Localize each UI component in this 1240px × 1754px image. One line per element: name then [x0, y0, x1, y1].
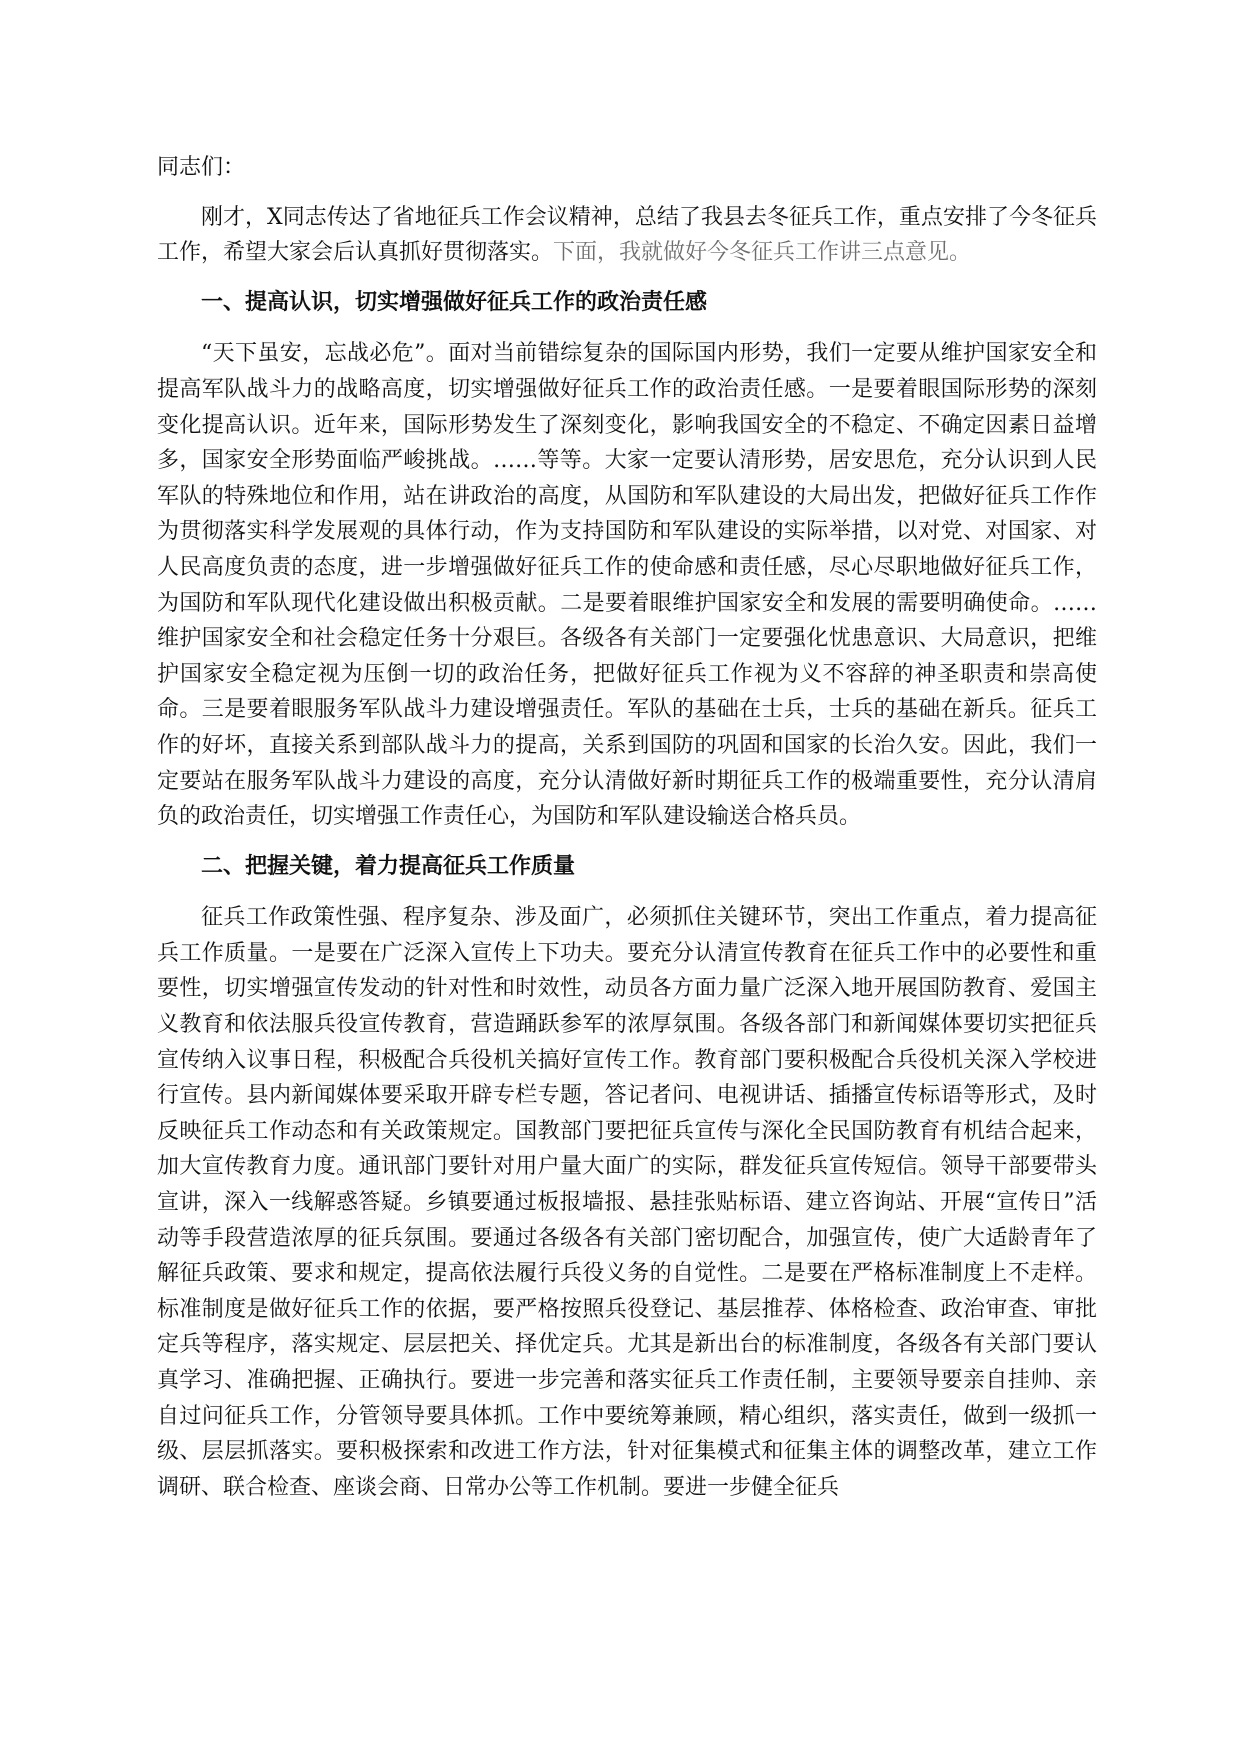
document-page [157, 150, 1097, 1505]
intro-outline-text: 下面，我就做好今冬征兵工作讲三点意见。 [553, 240, 972, 266]
section-1-body: “天下虽安，忘战必危”。面对当前错综复杂的国际国内形势，我们一定要从维护国家安全和提高军队战斗力的战略高度，切实增强做好征兵工作的政治责任感。一是要着眼国际形势的深刻变化提高认识。近年来，国际形势发生了深刻变化，影响我国安全的不稳定、不确定因素日益增多，国家安全形势面临严峻挑战。……等等。大家一定要认清形势，居安思危，充分认识到人民军队的特殊地位和作用，站在讲政治的高度，从国防和军队建设的大局出发，把做好征兵工作作为贯彻落实科学发展观的具体行动，作为支持国防和军队建设的实际举措，以对党、对国家、对人民高度负责的态度，进一步增强做好征兵工作的使命感和责任感，尽心尽职地做好征兵工作，为国防和军队现代化建设做出积极贡献。二是要着眼维护国家安全和发展的需要明确使命。……维护国家安全和社会稳定任务十分艰巨。各级各有关部门一定要强化忧患意识、大局意识，把维护国家安全稳定视为压倒一切的政治任务，把做好征兵工作视为义不容辞的神圣职责和崇高使命。三是要着眼服务军队战斗力建设增强责任。军队的基础在士兵，士兵的基础在新兵。征兵工作的好坏，直接关系到部队战斗力的提高，关系到国防的巩固和国家的长治久安。因此，我们一定要站在服务军队战斗力建设的高度，充分认清做好新时期征兵工作的极端重要性，充分认清肩负的政治责任，切实增强工作责任心，为国防和军队建设输送合格兵员。 [157, 341, 1097, 830]
section-2-heading: 二、把握关键，着力提高征兵工作质量 [201, 853, 576, 879]
salutation: 同志们： [157, 155, 246, 180]
intro-text: 刚才，X同志传达了省地征兵工作会议精神，总结了我县去冬征兵工作，重点安排了今冬征兵工作，希望大家会后认真抓好贯彻落实。 [157, 204, 1097, 266]
intro-paragraph [157, 200, 1097, 271]
section-1-heading: 一、提高认识，切实增强做好征兵工作的政治责任感 [201, 289, 708, 315]
section-2-body: 征兵工作政策性强、程序复杂、涉及面广，必须抓住关键环节，突出工作重点，着力提高征兵工作质量。一是要在广泛深入宣传上下功夫。要充分认清宣传教育在征兵工作中的必要性和重要性，切实增强宣传发动的针对性和时效性，动员各方面力量广泛深入地开展国防教育、爱国主义教育和依法服兵役宣传教育，营造踊跃参军的浓厚氛围。各级各部门和新闻媒体要切实把征兵宣传纳入议事日程，积极配合兵役机关搞好宣传工作。教育部门要积极配合兵役机关深入学校进行宣传。县内新闻媒体要采取开辟专栏专题，答记者问、电视讲话、插播宣传标语等形式，及时反映征兵工作动态和有关政策规定。国教部门要把征兵宣传与深化全民国防教育有机结合起来，加大宣传教育力度。通讯部门要针对用户量大面广的实际，群发征兵宣传短信。领导干部要带头宣讲，深入一线解惑答疑。乡镇要通过板报墙报、悬挂张贴标语、建立咨询站、开展“宣传日”活动等手段营造浓厚的征兵氛围。要通过各级各有关部门密切配合，加强宣传，使广大适龄青年了解征兵政策、要求和规定，提高依法履行兵役义务的自觉性。二是要在严格标准制度上不走样。标准制度是做好征兵工作的依据，要严格按照兵役登记、基层推荐、体格检查、政治审查、审批定兵等程序，落实规定、层层把关、择优定兵。尤其是新出台的标准制度，各级各有关部门要认真学习、准确把握、正确执行。要进一步完善和落实征兵工作责任制，主要领导要亲自挂帅、亲自过问征兵工作，分管领导要具体抓。工作中要统筹兼顾，精心组织，落实责任，做到一级抓一级、层层抓落实。要积极探索和改进工作方法，针对征集模式和征集主体的调整改革，建立工作调研、联合检查、座谈会商、日常办公等工作机制。要进一步健全征兵 [157, 905, 1097, 1500]
